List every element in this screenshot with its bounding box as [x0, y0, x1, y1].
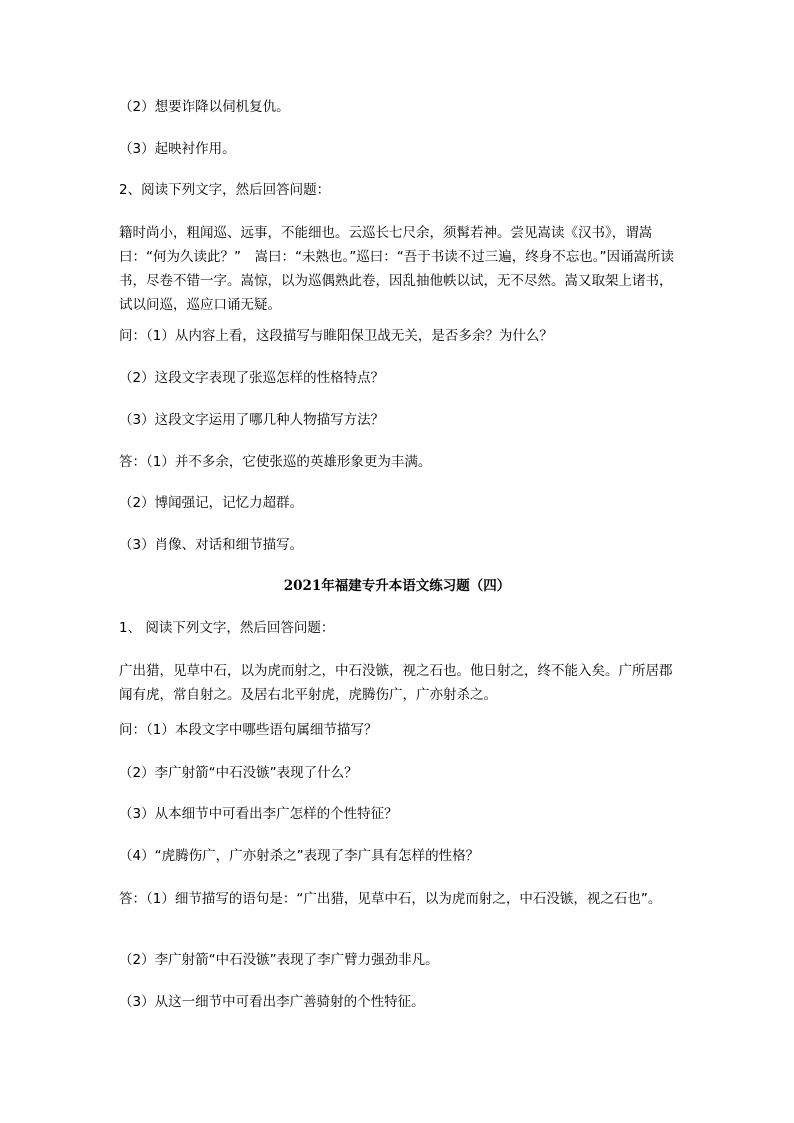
answer-line: （3）起映衬作用。	[119, 141, 236, 157]
question-line: 问：（1）本段文字中哪些语句属细节描写？	[119, 722, 378, 738]
question-line: （2）李广射箭“中石没镞”表现了什么？	[119, 765, 358, 781]
question-heading: 1、 阅读下列文字，然后回答问题：	[119, 620, 335, 636]
section-title: 2021年福建专升本语文练习题（四）	[283, 578, 511, 594]
question-line: 问：（1）从内容上看，这段描写与睢阳保卫战无关，是否多余？为什么？	[119, 328, 553, 344]
answer-line: （2）李广射箭“中石没镞”表现了李广臂力强劲非凡。	[119, 952, 439, 968]
passage-paragraph: 广出猎，见草中石，以为虎而射之，中石没镞，视之石也。他日射之，终不能入矣。广所居郡闻有虎，常自射之。及居右北平射虎，虎腾伤广，广亦射杀之。	[119, 663, 673, 703]
question-line: （2）这段文字表现了张巡怎样的性格特点？	[119, 370, 385, 386]
question-heading: 2、阅读下列文字，然后回答问题：	[119, 182, 331, 198]
answer-line: （3）从这一细节中可看出李广善骑射的个性特征。	[119, 994, 425, 1010]
question-line: （3）这段文字运用了哪几种人物描写方法？	[119, 412, 385, 428]
answer-line: （2）想要诈降以伺机复仇。	[119, 99, 290, 115]
question-line: （3）从本细节中可看出李广怎样的个性特征？	[119, 806, 398, 822]
answer-line: （2）博闻强记，记忆力超群。	[119, 495, 304, 511]
question-line: （4）“虎腾伤广，广亦射杀之”表现了李广具有怎样的性格？	[119, 848, 480, 864]
answer-line: 答：（1）细节描写的语句是：“广出猎，见草中石，以为虎而射之，中石没镞，视之石也”。	[119, 891, 662, 907]
answer-line: 答：（1）并不多余，它使张巡的英雄形象更为丰满。	[119, 454, 432, 470]
answer-line: （3）肖像、对话和细节描写。	[119, 537, 304, 553]
passage-paragraph: 籍时尚小，粗闻巡、远事，不能细也。云巡长七尺余，须髯若神。尝见嵩读《汉书》，谓嵩曰：“何为久读此？” 嵩曰：“未熟也。”巡曰：“吾于书读不过三遍，终身不忘也。”因诵嵩所读书，尽卷不错一字。嵩惊，以为巡偶熟此卷，因乱抽他帙以试，无不尽然。嵩又取架上诸书，试以问巡，巡应口诵无疑。	[119, 225, 674, 313]
